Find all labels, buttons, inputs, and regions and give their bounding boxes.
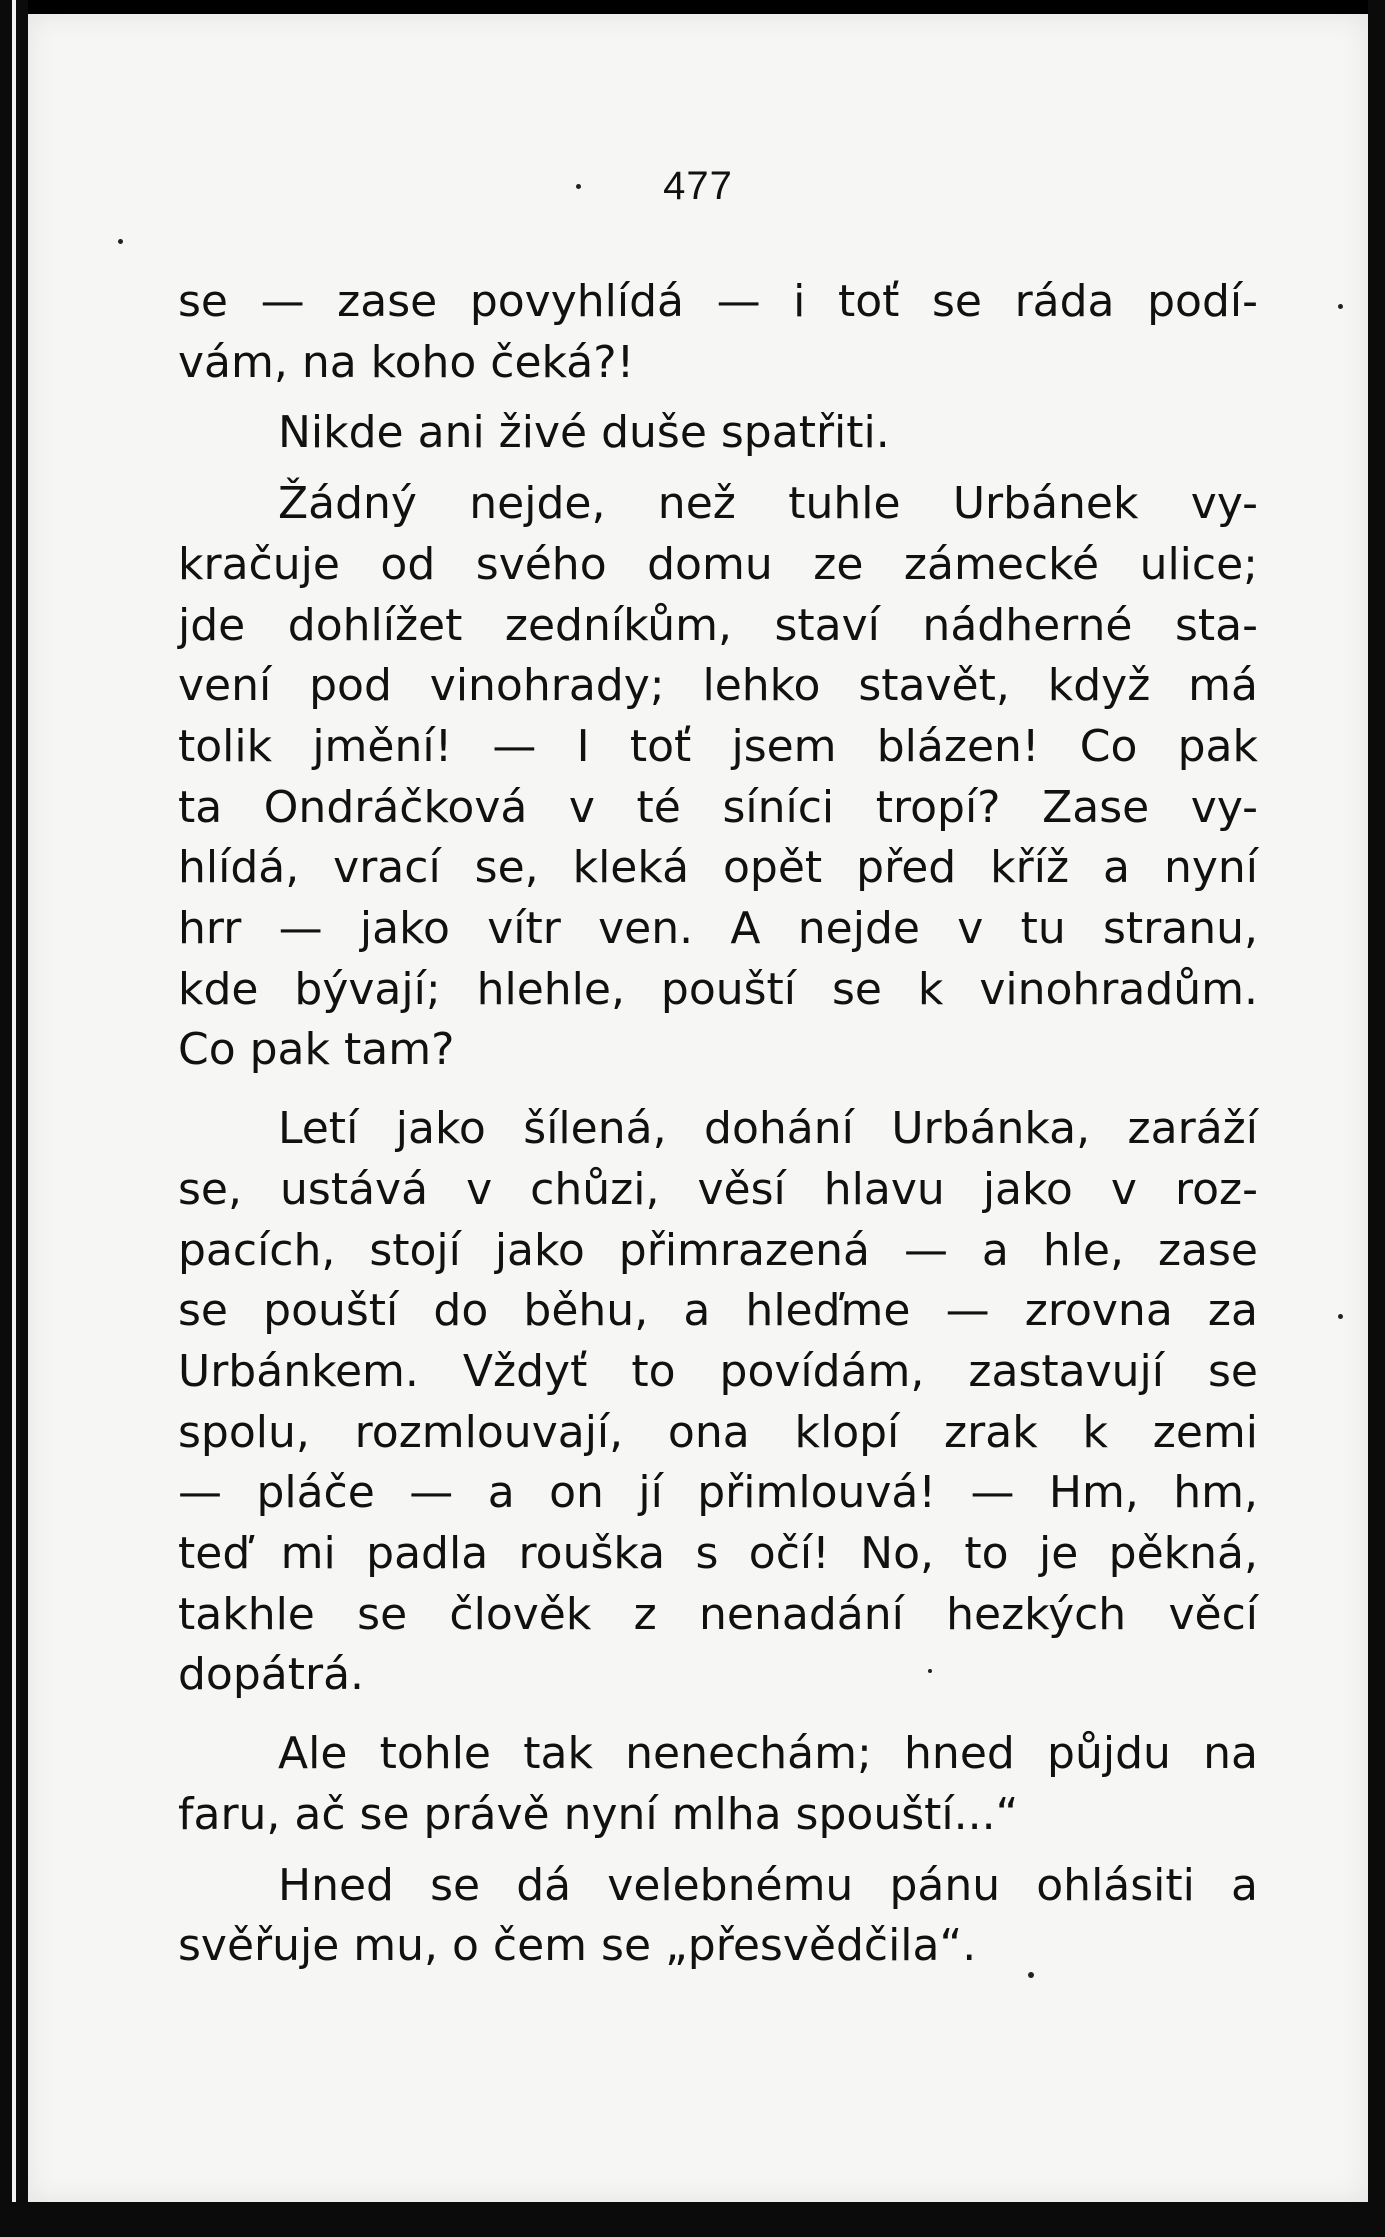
speck — [1338, 304, 1343, 309]
paragraph-gap — [178, 1706, 1258, 1724]
paragraph — [178, 1099, 1258, 1706]
paragraph-gap — [178, 393, 1258, 403]
scan-right-edge — [1368, 0, 1385, 2237]
text-line: hrr — jako vítr ven. A nejde v tu stranu, — [178, 903, 1258, 955]
text-line: se, ustává v chůzi, věsí hlavu jako v roz- — [178, 1163, 1258, 1215]
text-line: dopátrá. — [178, 1649, 365, 1701]
text-line: se — zase povyhlídá — i toť se ráda podí- — [178, 276, 1258, 327]
paragraph — [178, 1856, 1258, 1977]
text-line: vám, na koho čeká?! — [178, 336, 635, 388]
text-line: tolik jmění! — I toť jsem blázen! Co pak — [178, 720, 1258, 772]
paragraph — [178, 474, 1258, 1081]
paragraph-gap — [178, 1846, 1258, 1856]
text-line: takhle se člověk z nenadání hezkých věcí — [178, 1588, 1258, 1640]
text-line: se pouští do běhu, a hleďme — zrovna za — [178, 1285, 1258, 1337]
text-line: Ale tohle tak nenechám; hned půjdu na — [278, 1728, 1258, 1780]
text-line: — pláče — a on jí přimlouvá! — Hm, hm, — [178, 1467, 1258, 1519]
paragraph-gap — [178, 464, 1258, 474]
text-line: Hned se dá velebnému pánu ohlásiti a — [278, 1859, 1258, 1911]
speck — [1338, 1314, 1343, 1319]
text-line: teď mi padla rouška s očí! No, to je pěkná, — [178, 1528, 1258, 1580]
speck — [1028, 1972, 1034, 1978]
text-line: Nikde ani živé duše spatřiti. — [278, 407, 890, 459]
text-line: svěřuje mu, o čem se „přesvědčila“. — [178, 1920, 977, 1972]
scan-left-edge-line — [12, 0, 16, 2237]
paragraph — [178, 272, 1258, 393]
page-text — [178, 272, 1258, 1977]
scan-bottom-edge — [0, 2202, 1385, 2237]
speck — [576, 184, 581, 189]
text-line: Žádný nejde, než tuhle Urbánek vy- — [278, 478, 1258, 530]
text-line: Co pak tam? — [178, 1024, 455, 1076]
text-line: Letí jako šílená, dohání Urbánka, zaráží — [278, 1103, 1258, 1155]
text-line: kračuje od svého domu ze zámecké ulice; — [178, 538, 1258, 590]
book-page — [28, 14, 1368, 2202]
paragraph-gap — [178, 1081, 1258, 1099]
speck — [118, 239, 123, 244]
paragraph — [178, 1724, 1258, 1845]
text-line: ta Ondráčková v té síníci tropí? Zase vy- — [178, 781, 1258, 833]
text-line: kde bývají; hlehle, pouští se k vinohradům. — [178, 963, 1258, 1015]
text-line: vení pod vinohrady; lehko stavět, když má — [178, 660, 1258, 712]
text-line: hlídá, vrací se, kleká opět před kříž a nyní — [178, 842, 1258, 894]
text-line: Urbánkem. Vždyť to povídám, zastavují se — [178, 1345, 1258, 1397]
text-line: faru, ač se právě nyní mlha spouští...“ — [178, 1788, 1019, 1840]
page-number: 477 — [663, 164, 733, 208]
text-line: jde dohlížet zedníkům, staví nádherné sta- — [178, 599, 1258, 651]
text-line: spolu, rozmlouvají, ona klopí zrak k zemi — [178, 1406, 1258, 1458]
paragraph — [178, 403, 1258, 464]
speck — [928, 1669, 932, 1673]
text-line: pacích, stojí jako přimrazená — a hle, zase — [178, 1224, 1258, 1276]
